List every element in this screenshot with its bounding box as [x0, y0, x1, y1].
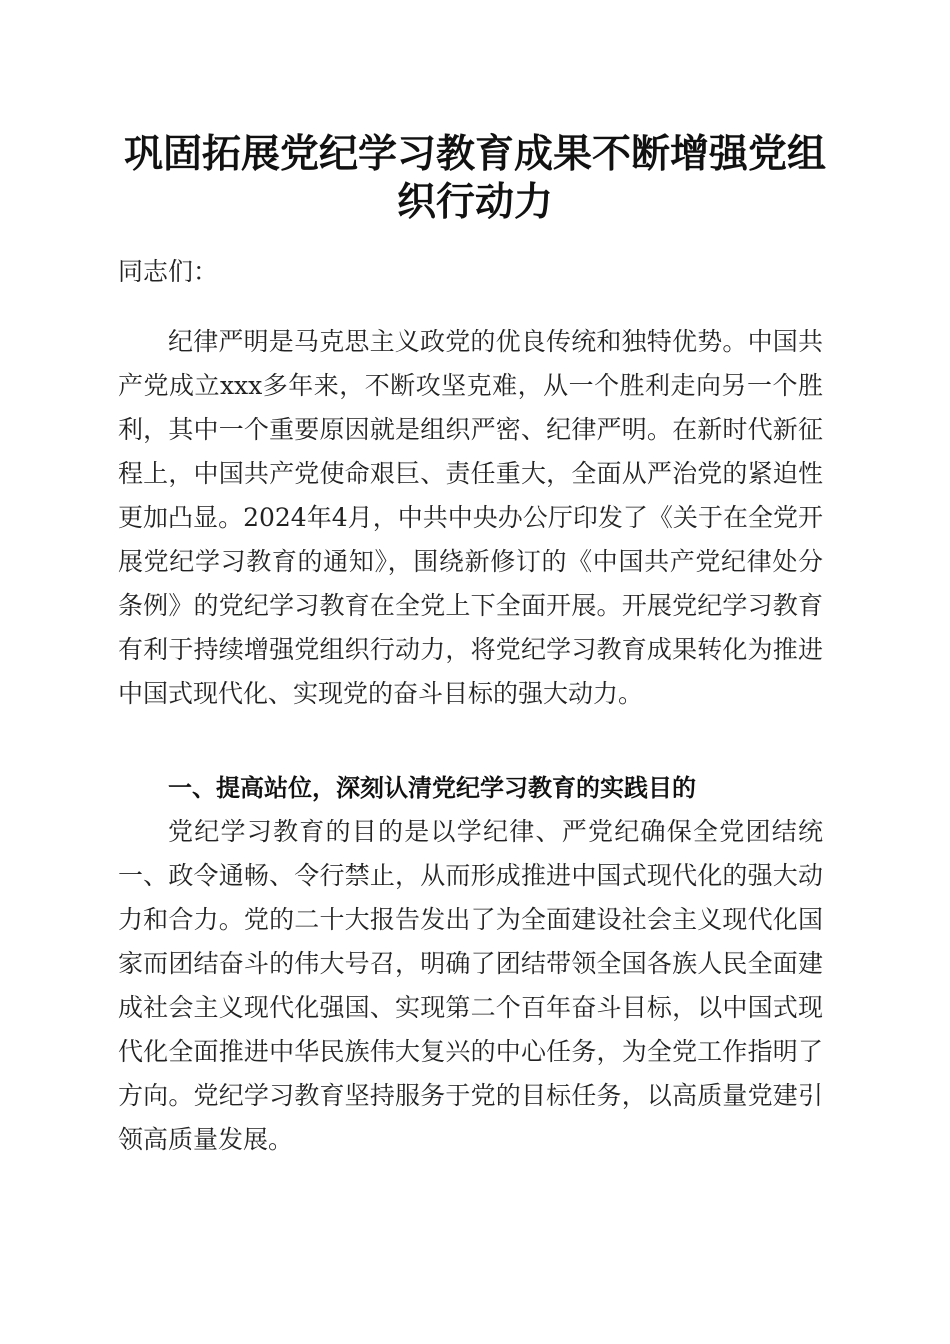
body-paragraph-2: 党纪学习教育的目的是以学纪律、严党纪确保全党团结统一、政令通畅、令行禁止，从而形成推进中国式现代化的强大动力和合力。党的二十大报告发出了为全面建设社会主义现代化国家而团结奋斗的伟大号召，明确了团结带领全国各族人民全面建成社会主义现代化强国、实现第二个百年奋斗目标，以中国式现代化全面推进中华民族伟大复兴的中心任务，为全党工作指明了方向。党纪学习教育坚持服务于党的目标任务，以高质量党建引领高质量发展。: [118, 817, 823, 1154]
section-heading-1: 一、提高站位，深刻认清党纪学习教育的实践目的: [168, 774, 696, 802]
salutation: 同志们：: [118, 257, 219, 286]
body-paragraph-1: 纪律严明是马克思主义政党的优良传统和独特优势。中国共产党成立xxx多年来，不断攻坚克难，从一个胜利走向另一个胜利，其中一个重要原因就是组织严密、纪律严明。在新时代新征程上，中国共产党使命艰巨、责任重大，全面从严治党的紧迫性更加凸显。2024年4月，中共中央办公厅印发了《关于在全党开展党纪学习教育的通知》，围绕新修订的《中国共产党纪律处分条例》的党纪学习教育在全党上下全面开展。开展党纪学习教育有利于持续增强党组织行动力，将党纪学习教育成果转化为推进中国式现代化、实现党的奋斗目标的强大动力。: [118, 327, 823, 708]
document-title: 巩固拓展党纪学习教育成果不断增强党组织行动力: [123, 131, 826, 225]
